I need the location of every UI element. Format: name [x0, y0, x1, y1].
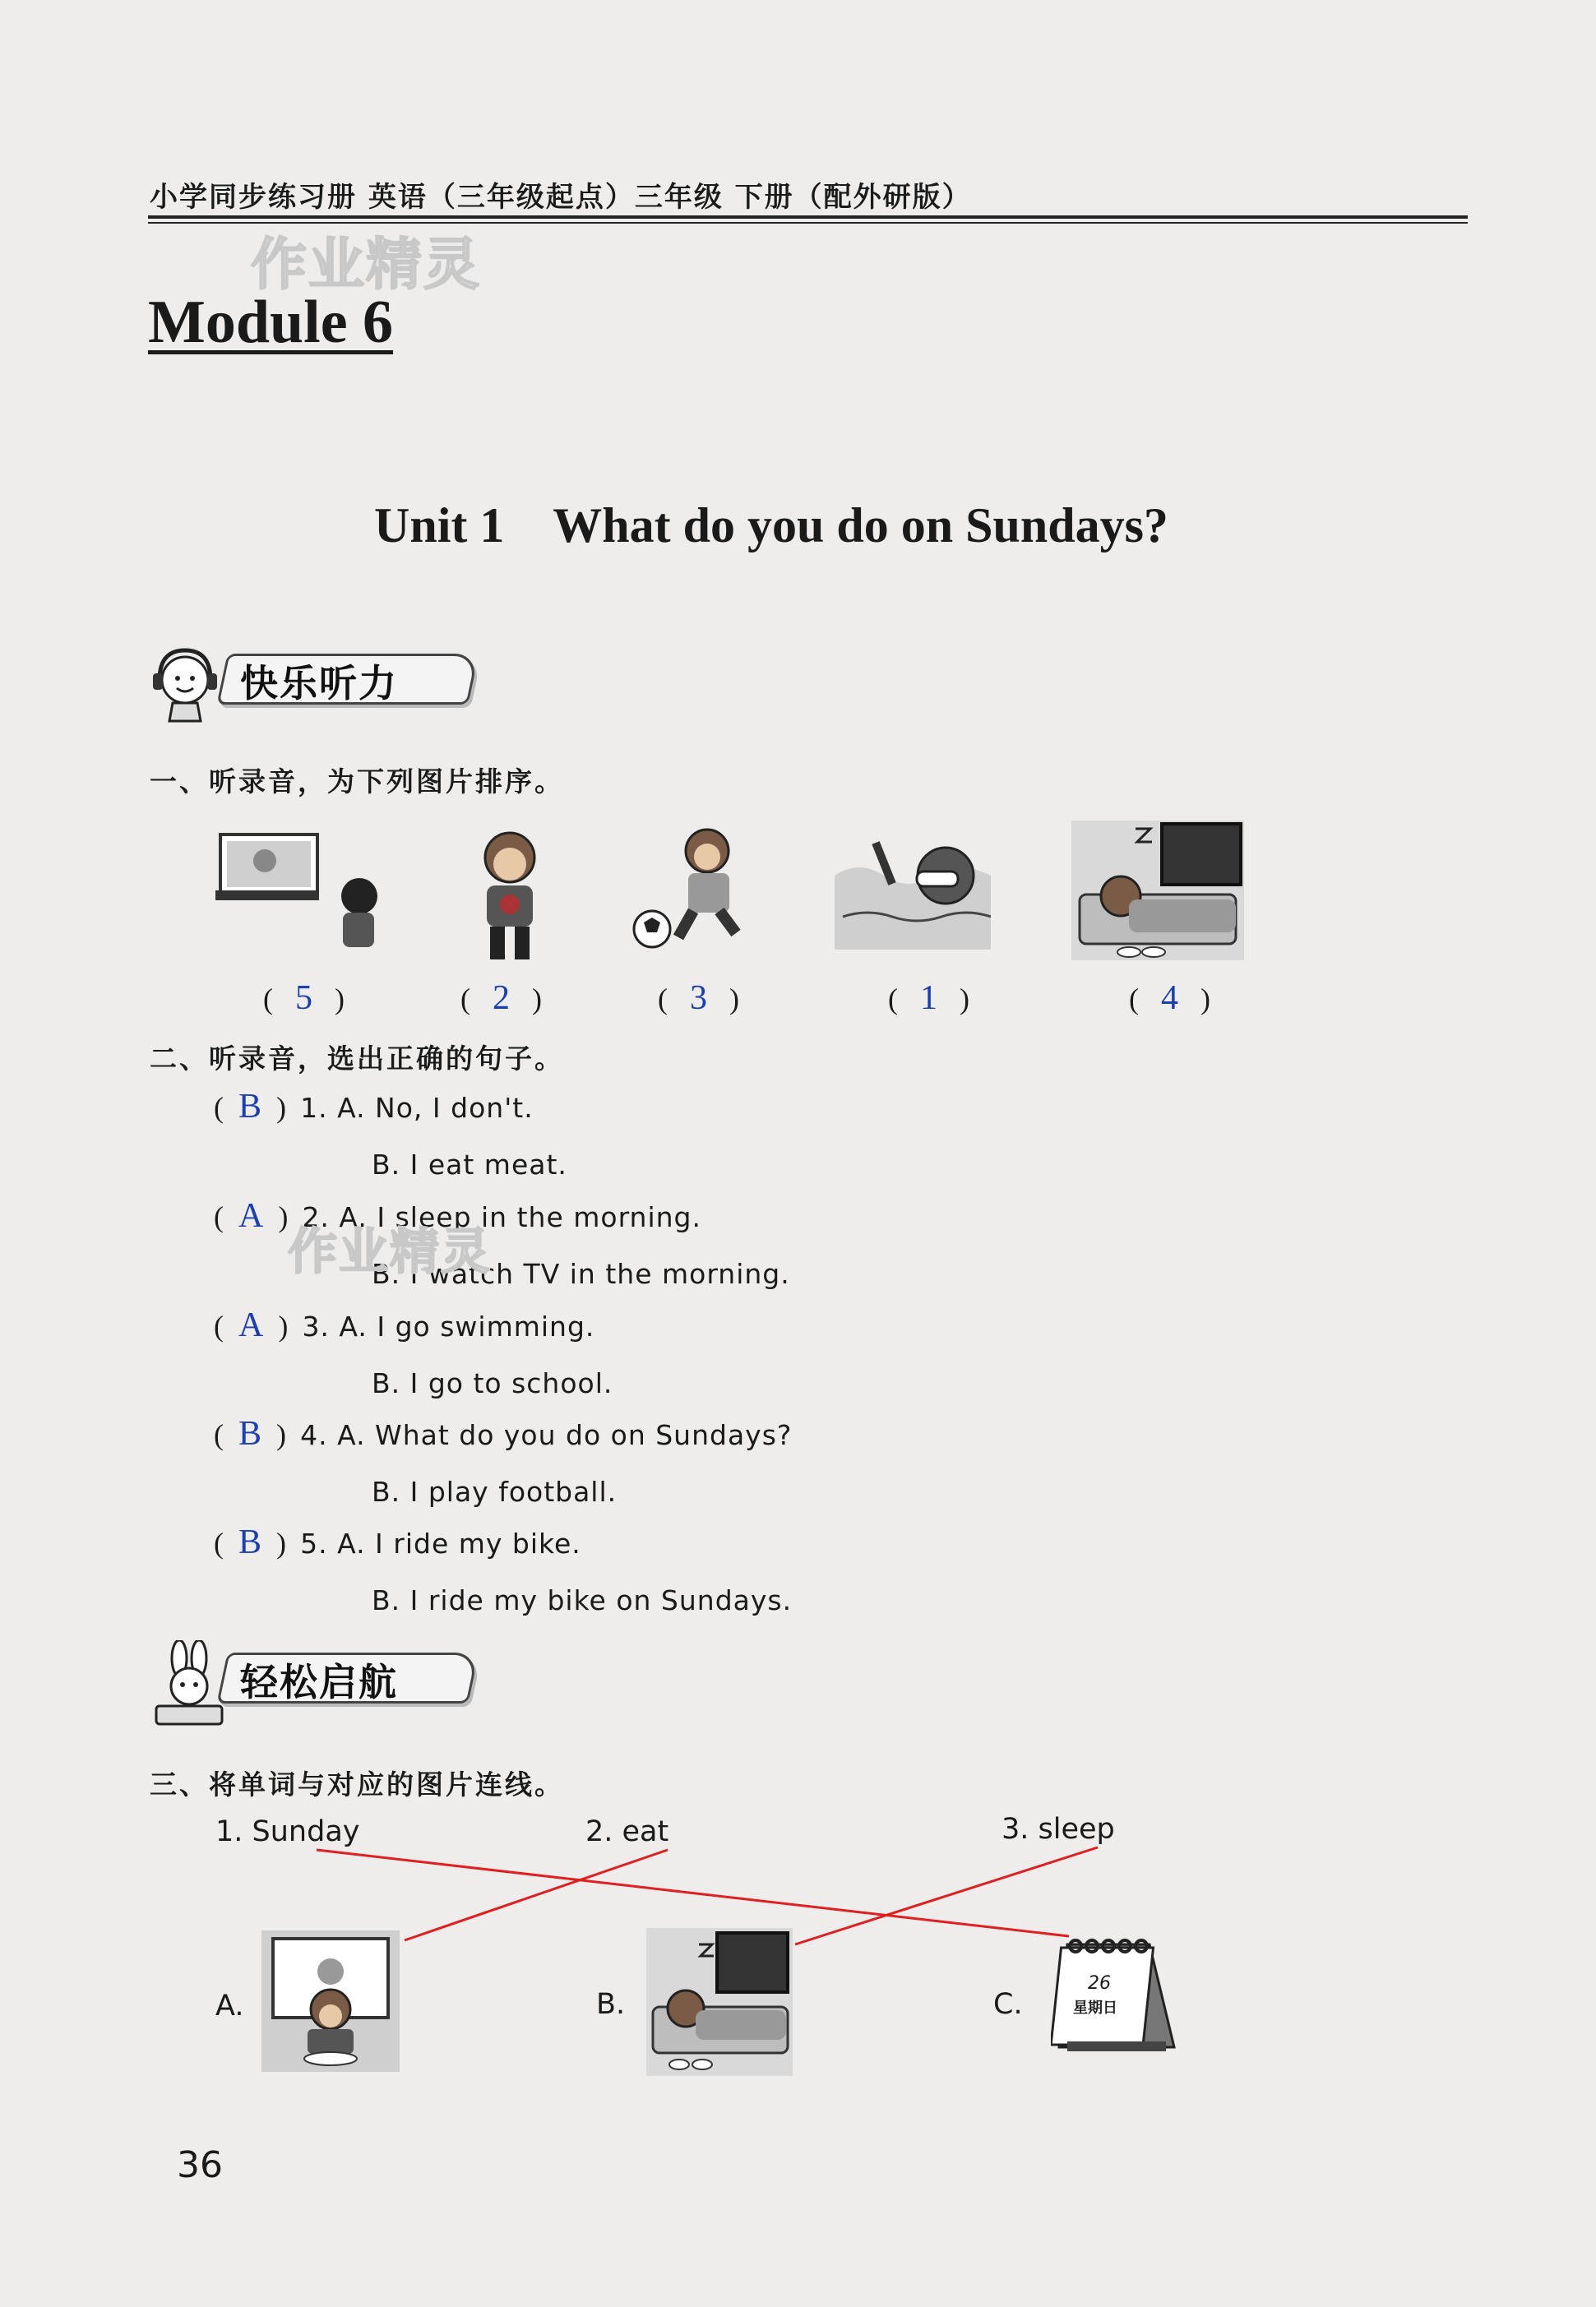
word-sleep: 3. sleep — [1002, 1813, 1115, 1846]
answer-slot-1: ( 5 ) — [263, 979, 345, 1017]
pic-label-b: B. — [596, 1988, 626, 2021]
section-title: 轻松启航 — [240, 1660, 398, 1704]
pic-label-c: C. — [993, 1988, 1023, 2021]
word-eat: 2. eat — [585, 1815, 669, 1848]
answer: A — [238, 1306, 264, 1344]
answer: B — [238, 1088, 262, 1126]
q2-item-1: ( B ) 1. A. No, I don't. — [214, 1088, 534, 1126]
q2-item-2: ( A ) 2. A. I sleep in the morning. — [214, 1197, 701, 1235]
option-a: 2. A. I sleep in the morning. — [302, 1201, 701, 1233]
option-b: B. I eat meat. — [372, 1149, 567, 1181]
answer: 5 — [295, 979, 312, 1017]
word-sunday: 1. Sunday — [215, 1815, 360, 1848]
answer: B — [238, 1415, 262, 1453]
option-a: 3. A. I go swimming. — [302, 1311, 595, 1343]
book-header: 小学同步练习册 英语（三年级起点）三年级 下册（配外研版） — [150, 181, 972, 214]
calendar-day: 星期日 — [1073, 2000, 1117, 2017]
page-number: 36 — [177, 2144, 223, 2186]
q2-item-5: ( B ) 5. A. I ride my bike. — [214, 1523, 581, 1561]
answer: 2 — [493, 979, 510, 1017]
watermark: 作业精灵 — [251, 233, 482, 298]
answer: 4 — [1161, 979, 1178, 1017]
pic-label-a: A. — [215, 1990, 244, 2023]
option-a: 4. A. What do you do on Sundays? — [300, 1419, 793, 1451]
q3-heading: 三、将单词与对应的图片连线。 — [150, 1768, 564, 1801]
q2-heading: 二、听录音，选出正确的句子。 — [150, 1043, 564, 1075]
answer: 3 — [690, 979, 707, 1017]
watermark: 作业精灵 — [288, 1223, 492, 1281]
q2-item-4: ( B ) 4. A. What do you do on Sundays? — [214, 1415, 793, 1453]
answer: A — [238, 1197, 264, 1235]
answer-slot-3: ( 3 ) — [658, 979, 739, 1017]
section-title: 快乐听力 — [240, 661, 398, 705]
answer-slot-5: ( 4 ) — [1129, 979, 1210, 1017]
option-a: 5. A. I ride my bike. — [300, 1528, 581, 1560]
option-b: B. I play football. — [372, 1476, 618, 1508]
match-line-sleep-b — [795, 1847, 1098, 1944]
answer-slot-2: ( 2 ) — [460, 979, 542, 1017]
calendar-date: 26 — [1088, 1973, 1111, 1994]
q1-heading: 一、听录音，为下列图片排序。 — [150, 765, 564, 798]
option-b: B. I ride my bike on Sundays. — [372, 1584, 793, 1616]
option-a: 1. A. No, I don't. — [300, 1092, 534, 1124]
answer: B — [238, 1523, 262, 1561]
answer: 1 — [920, 979, 937, 1017]
option-b: B. I watch TV in the morning. — [372, 1258, 790, 1290]
module-title: Module 6 — [148, 289, 394, 356]
answer-slot-4: ( 1 ) — [888, 979, 969, 1017]
unit-title: Unit 1 What do you do on Sundays? — [374, 498, 1168, 552]
option-b: B. I go to school. — [372, 1367, 613, 1399]
q2-item-3: ( A ) 3. A. I go swimming. — [214, 1306, 595, 1344]
